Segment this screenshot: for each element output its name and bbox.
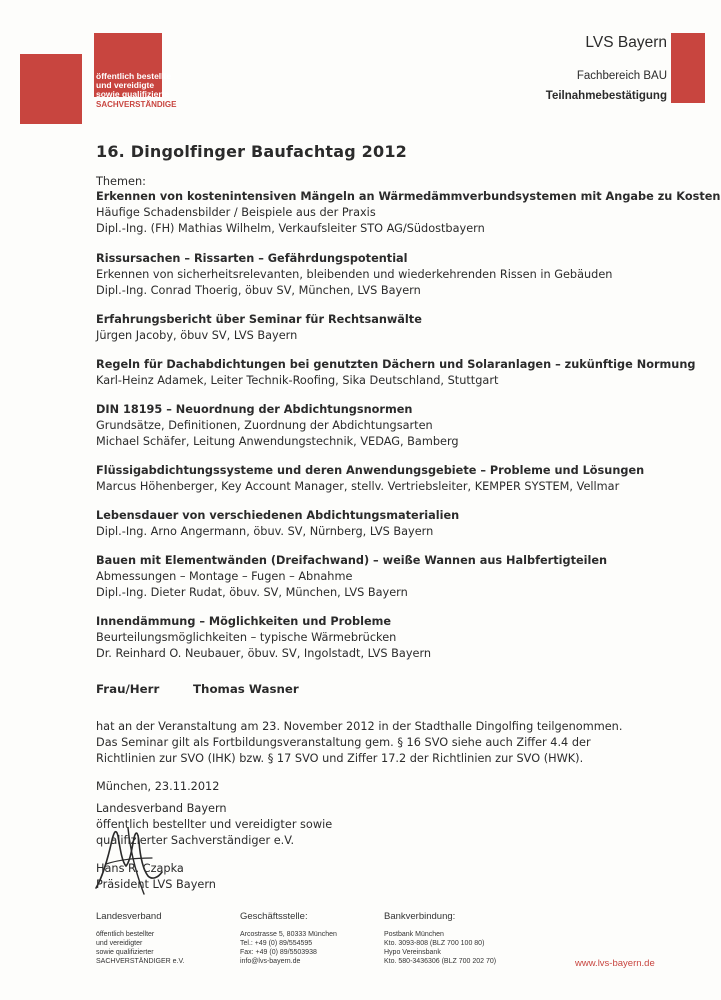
footer-line: SACHVERSTÄNDIGER e.V. <box>96 958 185 965</box>
topic <box>96 463 644 495</box>
logo-text-line: und vereidigte <box>96 80 155 90</box>
footer-line: Kto. 3093-808 (BLZ 700 100 80) <box>384 940 485 947</box>
topic-line: Dr. Reinhard O. Neubauer, öbuv. SV, Ingolstadt, LVS Bayern <box>96 647 432 660</box>
participant-label: Frau/Herr <box>96 682 160 696</box>
topic-title: Flüssigabdichtungssysteme und deren Anwendungsgebiete – Probleme und Lösungen <box>96 464 645 477</box>
topic <box>96 553 607 601</box>
place-date: München, 23.11.2012 <box>96 780 220 793</box>
footer-website-link[interactable]: www.lvs-bayern.de <box>575 958 655 969</box>
confirmation-line: Richtlinien zur SVO (IHK) bzw. § 17 SVO und Ziffer 17.2 der Richtlinien zur SVO (HWK). <box>96 752 584 765</box>
topic-line: Abmessungen – Montage – Fugen – Abnahme <box>96 570 353 583</box>
topic-line: Marcus Höhenberger, Key Account Manager, stellv. Vertriebsleiter, KEMPER SYSTEM, Vellmar <box>96 480 620 493</box>
topic-title: Bauen mit Elementwänden (Dreifachwand) – weiße Wannen aus Halbfertigteilen <box>96 554 608 567</box>
topic <box>96 312 422 344</box>
footer-line: Fax: +49 (0) 89/5503938 <box>240 949 317 956</box>
header-org: LVS Bayern <box>585 34 667 51</box>
footer-heading: Landesverband <box>96 911 162 922</box>
topic-line: Michael Schäfer, Leitung Anwendungstechnik, VEDAG, Bamberg <box>96 435 459 448</box>
logo-text-line: öffentlich bestellte <box>96 71 172 81</box>
signature-line: öffentlich bestellter und vereidigter sowie <box>96 818 333 831</box>
confirmation-text <box>96 719 622 767</box>
footer-heading: Geschäftsstelle: <box>240 911 308 922</box>
topic-line: Dipl.-Ing. (FH) Mathias Wilhelm, Verkaufsleiter STO AG/Südostbayern <box>96 222 485 235</box>
signature-line: Hans R. Czapka <box>96 862 184 875</box>
topic-line: Dipl.-Ing. Conrad Thoerig, öbuv SV, München, LVS Bayern <box>96 284 421 297</box>
participant-name: Thomas Wasner <box>193 682 299 696</box>
topic-line: Beurteilungsmöglichkeiten – typische Wärmebrücken <box>96 631 397 644</box>
topic-line: Grundsätze, Definitionen, Zuordnung der Abdichtungsarten <box>96 419 433 432</box>
logo-text-line: sowie qualifizierte <box>96 89 170 99</box>
topic-title: Regeln für Dachabdichtungen bei genutzten Dächern und Solaranlagen – zukünftige Normung <box>96 358 696 371</box>
logo-subtitle: SACHVERSTÄNDIGE <box>96 100 177 109</box>
topic-line: Erkennen von sicherheitsrelevanten, bleibenden und wiederkehrenden Rissen in Gebäuden <box>96 268 613 281</box>
topic <box>96 251 612 299</box>
header-department: Fachbereich BAU <box>576 70 667 82</box>
footer-heading: Bankverbindung: <box>384 911 456 922</box>
topic <box>96 402 459 450</box>
topic-line: Karl-Heinz Adamek, Leiter Technik-Roofing, Sika Deutschland, Stuttgart <box>96 374 499 387</box>
topic-title: Erfahrungsbericht über Seminar für Rechtsanwälte <box>96 313 422 326</box>
footer-line: Kto. 580-3436306 (BLZ 700 202 70) <box>384 958 497 965</box>
confirmation-line: hat an der Veranstaltung am 23. November 2012 in der Stadthalle Dingolfing teilgenommen. <box>96 720 623 733</box>
footer-col-office <box>240 911 337 966</box>
footer-line: Postbank München <box>384 931 444 938</box>
handwritten-signature <box>88 818 168 898</box>
topic-line: Häufige Schadensbilder / Beispiele aus der Praxis <box>96 206 376 219</box>
signature-line: Präsident LVS Bayern <box>96 878 216 891</box>
topic-title: DIN 18195 – Neuordnung der Abdichtungsnormen <box>96 403 413 416</box>
page-title: 16. Dingolfinger Baufachtag 2012 <box>96 142 408 161</box>
topic <box>96 357 695 389</box>
signature-line: qualifizierter Sachverständiger e.V. <box>96 834 295 847</box>
topic <box>96 189 720 237</box>
topic <box>96 614 431 662</box>
footer-line: Tel.: +49 (0) 89/554595 <box>240 940 313 947</box>
confirmation-line: Das Seminar gilt als Fortbildungsveranstaltung gem. § 16 SVO siehe auch Ziffer 4.4 der <box>96 736 591 749</box>
logo-red-square-small <box>20 54 82 124</box>
footer-line: und vereidigter <box>96 940 143 947</box>
logo-text <box>96 72 171 99</box>
topic-line: Jürgen Jacoby, öbuv SV, LVS Bayern <box>96 329 298 342</box>
topic-line: Dipl.-Ing. Arno Angermann, öbuv. SV, Nürnberg, LVS Bayern <box>96 525 434 538</box>
topic <box>96 508 459 540</box>
header-red-bar <box>671 33 705 103</box>
footer-line: öffentlich bestellter <box>96 931 155 938</box>
topic-title: Innendämmung – Möglichkeiten und Probleme <box>96 615 392 628</box>
topic-title: Lebensdauer von verschiedenen Abdichtungsmaterialien <box>96 509 460 522</box>
footer-col-bank <box>384 911 496 966</box>
footer-email[interactable]: info@lvs-bayern.de <box>240 958 301 965</box>
header-doc-type: Teilnahmebestätigung <box>545 90 667 102</box>
topic-line: Dipl.-Ing. Dieter Rudat, öbuv. SV, München, LVS Bayern <box>96 586 408 599</box>
topic-title: Erkennen von kostenintensiven Mängeln an Wärmedämmverbundsystemen mit Angabe zu Kosten <box>96 190 721 203</box>
topic-title: Rissursachen – Rissarten – Gefährdungspotential <box>96 252 408 265</box>
footer-col-association <box>96 911 184 966</box>
footer-line: Hypo Vereinsbank <box>384 949 441 956</box>
signature-line: Landesverband Bayern <box>96 802 227 815</box>
themes-label: Themen: <box>96 175 146 188</box>
footer-line: Arcostrasse 5, 80333 München <box>240 931 337 938</box>
footer-line: sowie qualifizierter <box>96 949 154 956</box>
